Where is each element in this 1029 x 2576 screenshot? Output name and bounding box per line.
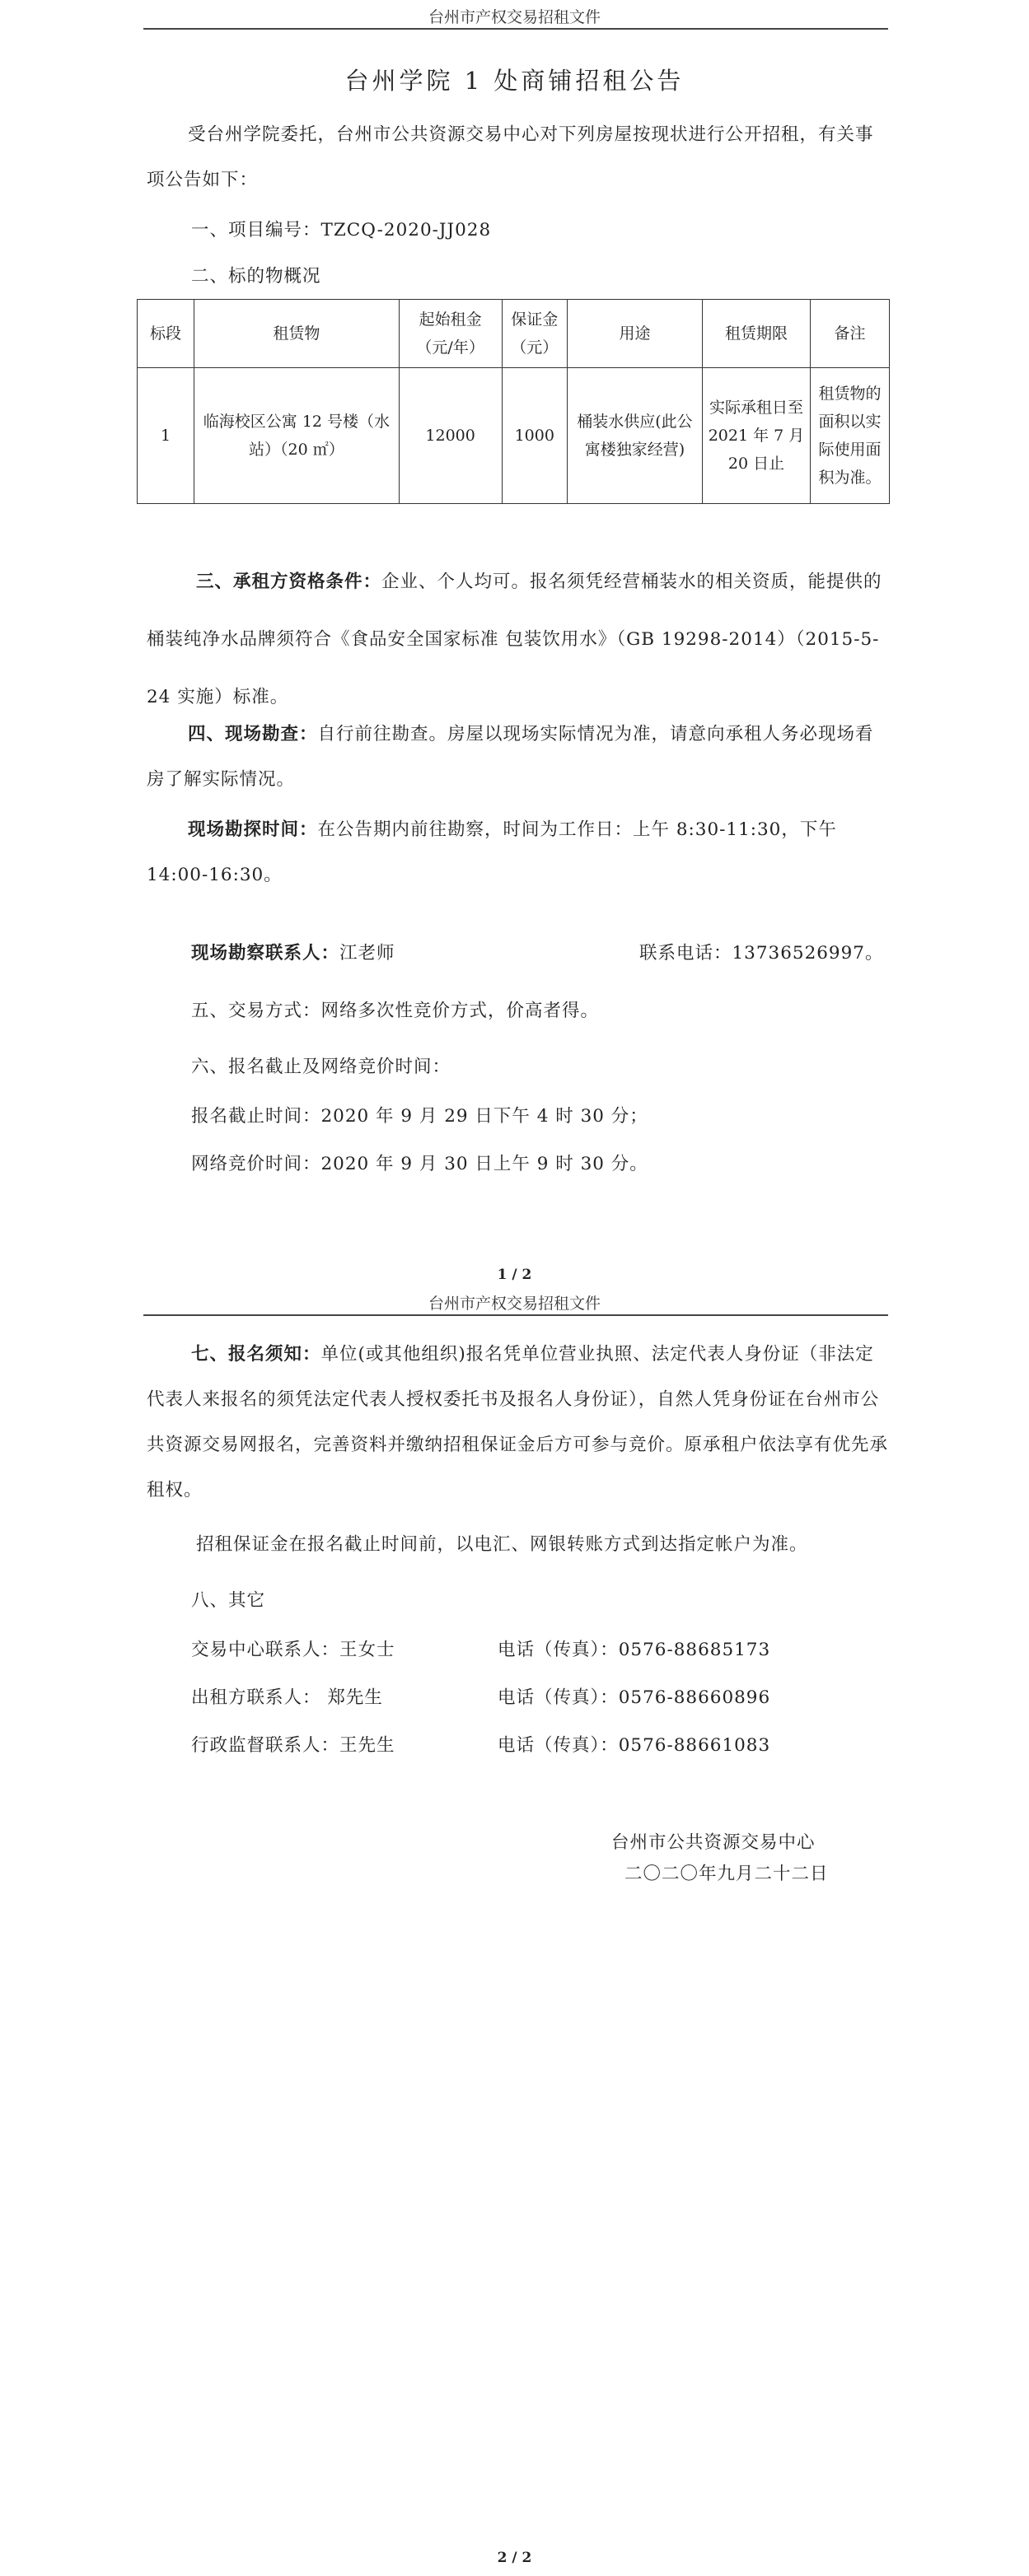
header-rule <box>143 1314 888 1316</box>
subject-table <box>137 299 890 504</box>
bidding-time: 网络竞价时间：2020 年 9 月 30 日上午 9 时 30 分。 <box>191 1154 648 1174</box>
table-cell-term: 实际承租日至 2021 年 7 月 20 日止 <box>702 368 810 504</box>
section-deadline-heading: 六、报名截止及网络竞价时间： <box>191 1057 451 1077</box>
section-text: 自行前往勘查。房屋以现场实际情况为准，请意向承租人务必现场看房了解实际情况。 <box>147 724 874 790</box>
table-header-cell: 标段 <box>138 300 194 368</box>
table-header-cell: 备注 <box>811 300 890 368</box>
contact-phone: 电话（传真）：0576-88685173 <box>498 1640 771 1660</box>
section-others: 八、其它 <box>191 1590 266 1611</box>
section-text: 企业、个人均可。报名须凭经营桶装水的相关资质，能提供的桶装纯净水品牌须符合《食品安全国家标准 包装饮用水》（GB 19298-2014）（2015-5-24 实施）标准。 <box>147 572 882 707</box>
section-label: 现场勘探时间： <box>188 819 318 840</box>
page-header: 台州市产权交易招租文件 <box>428 8 601 26</box>
header-rule <box>143 28 888 30</box>
contact-role: 行政监督联系人：王先生 <box>191 1735 395 1756</box>
deposit-note: 招租保证金在报名截止时间前，以电汇、网银转账方式到达指定帐户为准。 <box>196 1534 808 1555</box>
table-header-cell: 保证金（元） <box>502 300 567 368</box>
table-header-cell: 租赁物 <box>194 300 400 368</box>
section-label: 现场勘察联系人： <box>191 943 340 964</box>
contact-name: 江老师 <box>339 943 395 964</box>
page-number: 2 / 2 <box>497 2550 532 2566</box>
page-header: 台州市产权交易招租文件 <box>428 1295 601 1313</box>
table-header-cell: 租赁期限 <box>702 300 810 368</box>
section-text: 单位(或其他组织)报名凭单位营业执照、法定代表人身份证（非法定代表人来报名的须凭法定代表人授权委托书及报名人身份证），自然人凭身份证在台州市公共资源交易网报名，完善资料并缴纳招租保证金后方可参与竞价。原承租户依法享有优先承租权。 <box>147 1344 889 1500</box>
section-site-survey <box>147 712 888 802</box>
contact-role: 出租方联系人： 郑先生 <box>191 1687 383 1708</box>
contact-role: 交易中心联系人：王女士 <box>191 1640 395 1660</box>
table-header-cell: 起始租金（元/年） <box>399 300 502 368</box>
section-label: 四、现场勘查： <box>188 724 318 744</box>
survey-contact-phone: 联系电话：13736526997。 <box>639 943 884 964</box>
survey-contact <box>191 939 395 964</box>
section-project-number: 一、项目编号：TZCQ-2020-JJ028 <box>191 220 492 240</box>
page-number: 1 / 2 <box>497 1267 532 1283</box>
section-trade-method: 五、交易方式：网络多次性竞价方式，价高者得。 <box>191 1001 600 1021</box>
table-header-cell: 用途 <box>567 300 702 368</box>
section-text: 在公告期内前往勘察，时间为工作日：上午 8:30-11:30，下午 14:00-16:30。 <box>147 819 837 885</box>
table-cell-deposit: 1000 <box>502 368 567 504</box>
signature-organization: 台州市公共资源交易中心 <box>611 1832 816 1853</box>
document-title: 台州学院 1 处商铺招租公告 <box>344 67 685 95</box>
registration-deadline: 报名截止时间：2020 年 9 月 29 日下午 4 时 30 分； <box>191 1106 648 1127</box>
intro-paragraph: 受台州学院委托，台州市公共资源交易中心对下列房屋按现状进行公开招租，有关事项公告如下： <box>147 124 874 190</box>
table-cell-property: 临海校区公寓 12 号楼（水站）（20 ㎡） <box>194 368 400 504</box>
contact-phone: 电话（传真）：0576-88660896 <box>498 1687 771 1708</box>
table-cell-usage: 桶装水供应(此公寓楼独家经营) <box>567 368 702 504</box>
section-registration-notice <box>147 1332 888 1513</box>
table-cell-rent: 12000 <box>399 368 502 504</box>
table-row <box>138 368 890 504</box>
section-qualifications <box>147 553 888 726</box>
signature-date: 二〇二〇年九月二十二日 <box>624 1864 829 1884</box>
section-label: 七、报名须知： <box>191 1344 321 1365</box>
table-cell-remark: 租赁物的面积以实际使用面积为准。 <box>811 368 890 504</box>
table-header-row <box>138 300 890 368</box>
table-cell-lot: 1 <box>138 368 194 504</box>
section-subject-heading: 二、标的物概况 <box>191 266 321 287</box>
survey-time <box>147 807 888 898</box>
contact-phone: 电话（传真）：0576-88661083 <box>498 1735 771 1756</box>
section-label: 三、承租方资格条件： <box>196 572 382 592</box>
